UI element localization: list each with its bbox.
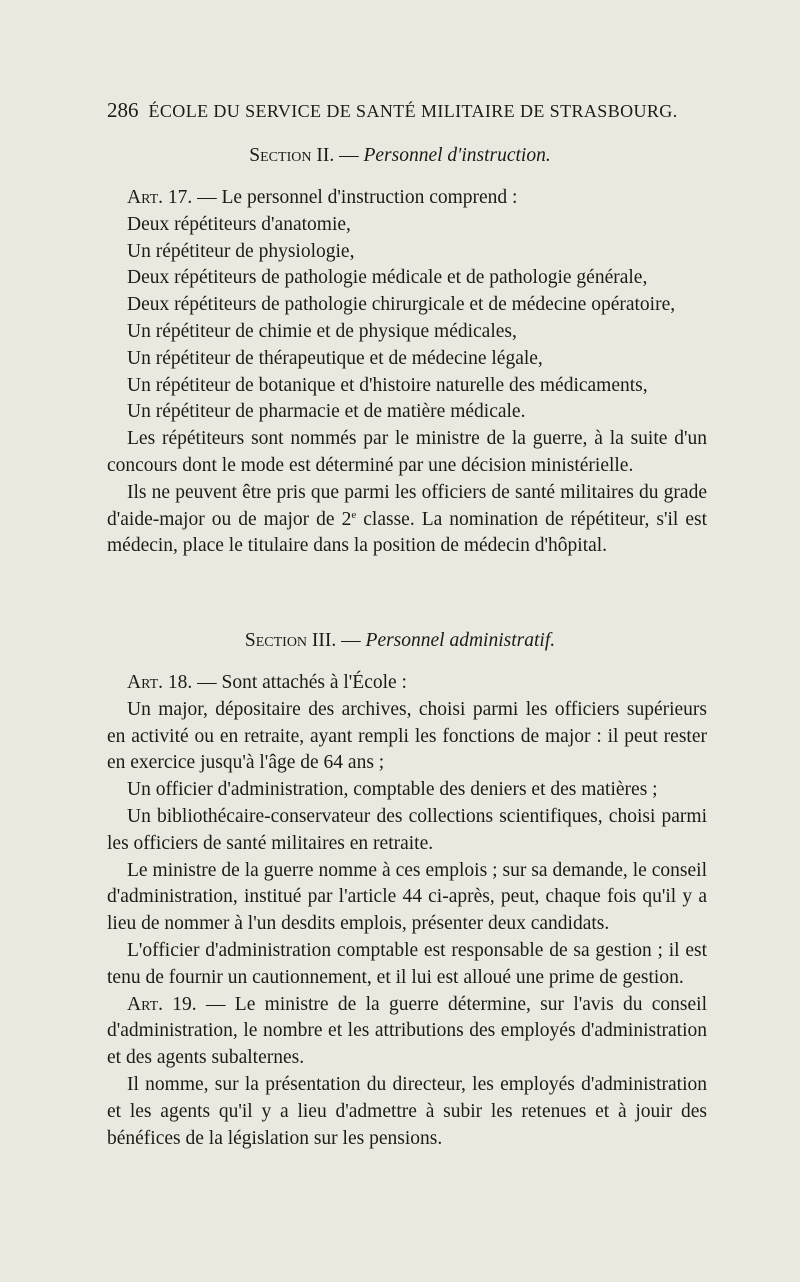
list-item: Un répétiteur de physiologie, [127, 240, 355, 262]
section-title: Personnel d'instruction. [363, 145, 551, 166]
paragraph: L'officier d'administration comptable est responsable de sa gestion ; il est tenu de fournir un cautionnement, et il lui est alloué une prime de gestion. [107, 939, 707, 988]
article-18-intro: Art. 18. — Sont attachés à l'École : [127, 672, 407, 693]
section-label: Section II. [249, 145, 335, 166]
list-item: Un répétiteur de chimie et de physique médicales, [127, 320, 517, 342]
article-19-intro: Art. 19. — Le ministre de la guerre détermine, sur l'avis du conseil d'administration, le nombre et les attributions des employés d'administration et des agents subalternes. [107, 993, 707, 1069]
list-item: Deux répétiteurs de pathologie médicale et de pathologie générale, [127, 267, 648, 289]
article-18 [107, 670, 707, 1152]
running-title: ÉCOLE DU SERVICE DE SANTÉ MILITAIRE DE STRASBOURG. [148, 101, 678, 121]
section-iii-heading: Section III. — Personnel administratif. [244, 630, 556, 651]
paragraph: Ils ne peuvent être pris que parmi les officiers de santé militaires du grade d'aide-major ou de major de 2e classe. La nomination de répétiteur, s'il est médecin, place le titulaire dans la position de médecin d'hôpital. [107, 481, 707, 557]
list-item: Un répétiteur de pharmacie et de matière médicale. [127, 401, 526, 423]
paragraph: Les répétiteurs sont nommés par le ministre de la guerre, à la suite d'un concours dont le mode est déterminé par une décision ministérielle. [107, 428, 707, 476]
article-label: Art. 19. [127, 993, 197, 1015]
section-title: Personnel administratif. [365, 630, 556, 651]
paragraph: Un officier d'administration, comptable des deniers et des matières ; [127, 779, 658, 801]
list-item: Deux répétiteurs d'anatomie, [127, 213, 351, 235]
list-item: Un répétiteur de thérapeutique et de médecine légale, [127, 347, 543, 369]
section-ii-heading: Section II. — Personnel d'instruction. [249, 145, 551, 166]
article-label: Art. 17. [127, 187, 193, 208]
paragraph: Il nomme, sur la présentation du directeur, les employés d'administration et les agents qu'il y a lieu d'admettre à subir les retenues et à jouir des bénéfices de la législation sur les pensions. [107, 1073, 707, 1149]
article-17-intro: Art. 17. — Le personnel d'instruction comprend : [127, 187, 518, 208]
section-label: Section III. [244, 630, 337, 651]
article-label: Art. 18. [127, 672, 193, 693]
paragraph: Un major, dépositaire des archives, choisi parmi les officiers supérieurs en activité ou en retraite, ayant rempli les fonctions de major : il peut rester en exercice jusqu'à l'âge de 64 ans ; [107, 698, 707, 774]
article-17 [107, 185, 707, 560]
list-item: Un répétiteur de botanique et d'histoire naturelle des médicaments, [127, 374, 648, 396]
page-number: 286 [107, 98, 139, 122]
running-header [107, 98, 707, 123]
list-item: Deux répétiteurs de pathologie chirurgicale et de médecine opératoire, [127, 294, 676, 316]
paragraph: Le ministre de la guerre nomme à ces emplois ; sur sa demande, le conseil d'administration, institué par l'article 44 ci-après, peut, chaque fois qu'il y a lieu de nommer à l'un desdits emplois, présenter deux candidats. [107, 859, 707, 935]
paragraph: Un bibliothécaire-conservateur des collections scientifiques, choisi parmi les officiers de santé militaires en retraite. [107, 805, 707, 854]
